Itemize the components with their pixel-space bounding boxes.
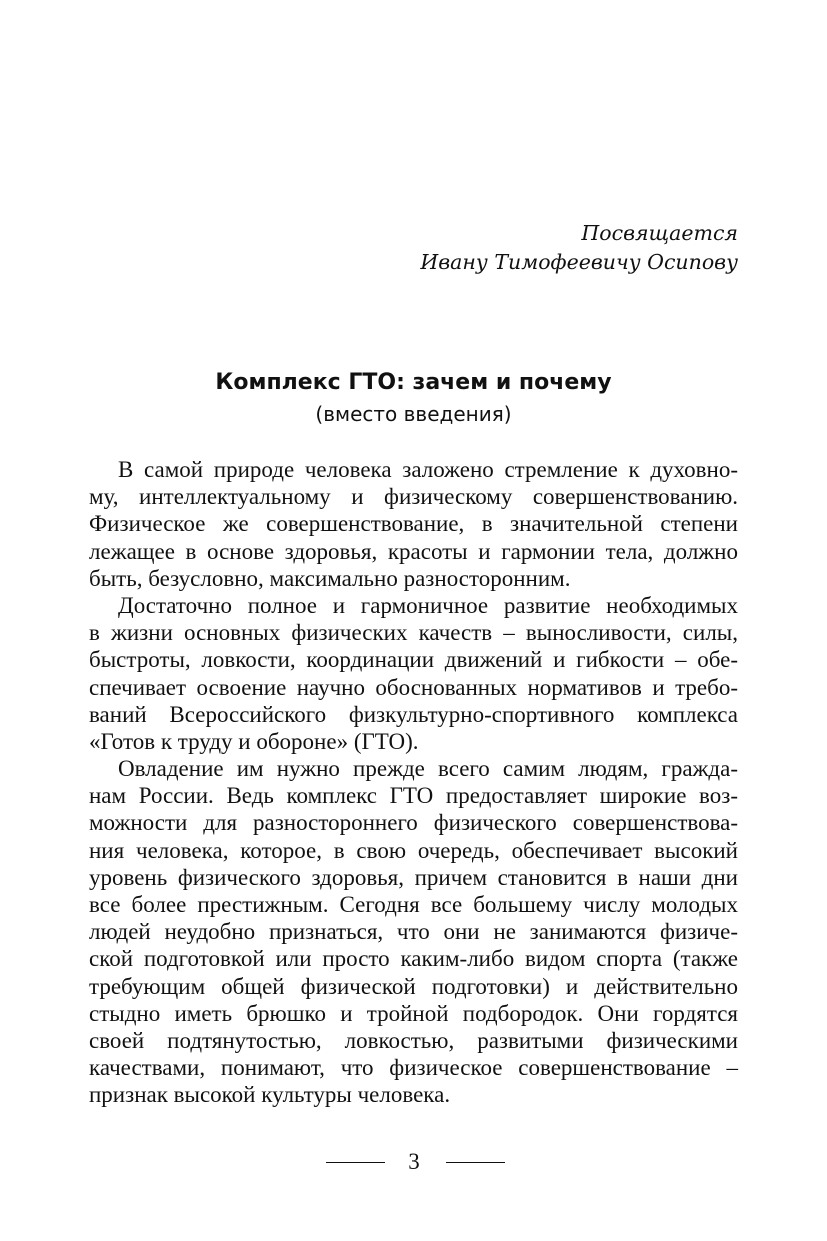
text-line: ской подготовкой или просто каким-либо видом спорта (также bbox=[89, 946, 738, 972]
text-line: лежащее в основе здоровья, красоты и гармонии тела, должно bbox=[89, 538, 738, 564]
chapter-title: Комплекс ГТО: зачем и почему bbox=[215, 370, 612, 395]
footer-rule-right bbox=[446, 1162, 505, 1163]
body-text bbox=[89, 456, 738, 1109]
text-line: уровень физического здоровья, причем становится в наши дни bbox=[89, 864, 738, 890]
text-line: своей подтянутостью, ловкостью, развитыми физическими bbox=[89, 1027, 738, 1053]
text-line: Овладение им нужно прежде всего самим людям, гражда- bbox=[118, 756, 738, 782]
text-line: быть, безусловно, максимально разносторонним. bbox=[89, 565, 571, 591]
dedication-line-1: Посвящается bbox=[581, 221, 738, 245]
text-line: признак высокой культуры человека. bbox=[89, 1082, 451, 1108]
text-line: Достаточно полное и гармоничное развитие необходимых bbox=[118, 592, 738, 618]
dedication bbox=[420, 219, 738, 277]
text-line: Физическое же совершенствование, в значительной степени bbox=[89, 511, 738, 537]
text-line: требующим общей физической подготовки) и действительно bbox=[89, 973, 738, 999]
text-line: в жизни основных физических качеств – выносливости, силы, bbox=[89, 620, 738, 646]
text-line: ния человека, которое, в свою очередь, обеспечивает высокий bbox=[89, 837, 738, 863]
page-number: 3 bbox=[408, 1149, 420, 1174]
text-line: все более престижным. Сегодня все большему числу молодых bbox=[89, 892, 738, 917]
chapter-heading bbox=[0, 367, 827, 429]
text-line: быстроты, ловкости, координации движений и гибкости – обе- bbox=[89, 647, 738, 673]
footer-rule-left bbox=[326, 1162, 385, 1163]
text-line: нам России. Ведь комплекс ГТО предоставляет широкие воз- bbox=[89, 783, 738, 809]
paragraph-3 bbox=[89, 755, 738, 1108]
text-line: качествами, понимают, что физическое совершенствование – bbox=[89, 1055, 738, 1081]
chapter-subtitle: (вместо введения) bbox=[315, 402, 512, 426]
text-line: ваний Всероссийского физкультурно-спортивного комплекса bbox=[89, 701, 738, 727]
text-line: «Готов к труду и обороне» (ГТО). bbox=[89, 728, 419, 754]
text-line: людей неудобно признаться, что они не занимаются физиче- bbox=[89, 919, 738, 945]
paragraph-2 bbox=[89, 592, 738, 755]
text-line: В самой природе человека заложено стремление к духовно- bbox=[118, 457, 738, 482]
text-line: стыдно иметь брюшко и тройной подбородок. Они гордятся bbox=[89, 1000, 738, 1026]
paragraph-1 bbox=[89, 456, 738, 592]
page-footer bbox=[0, 1147, 827, 1177]
dedication-line-2: Ивану Тимофеевичу Осипову bbox=[420, 250, 738, 274]
text-line: му, интеллектуальному и физическому совершенствованию. bbox=[89, 484, 738, 510]
text-line: можности для разностороннего физического совершенствова- bbox=[89, 810, 738, 836]
text-line: спечивает освоение научно обоснованных нормативов и требо- bbox=[89, 674, 738, 700]
